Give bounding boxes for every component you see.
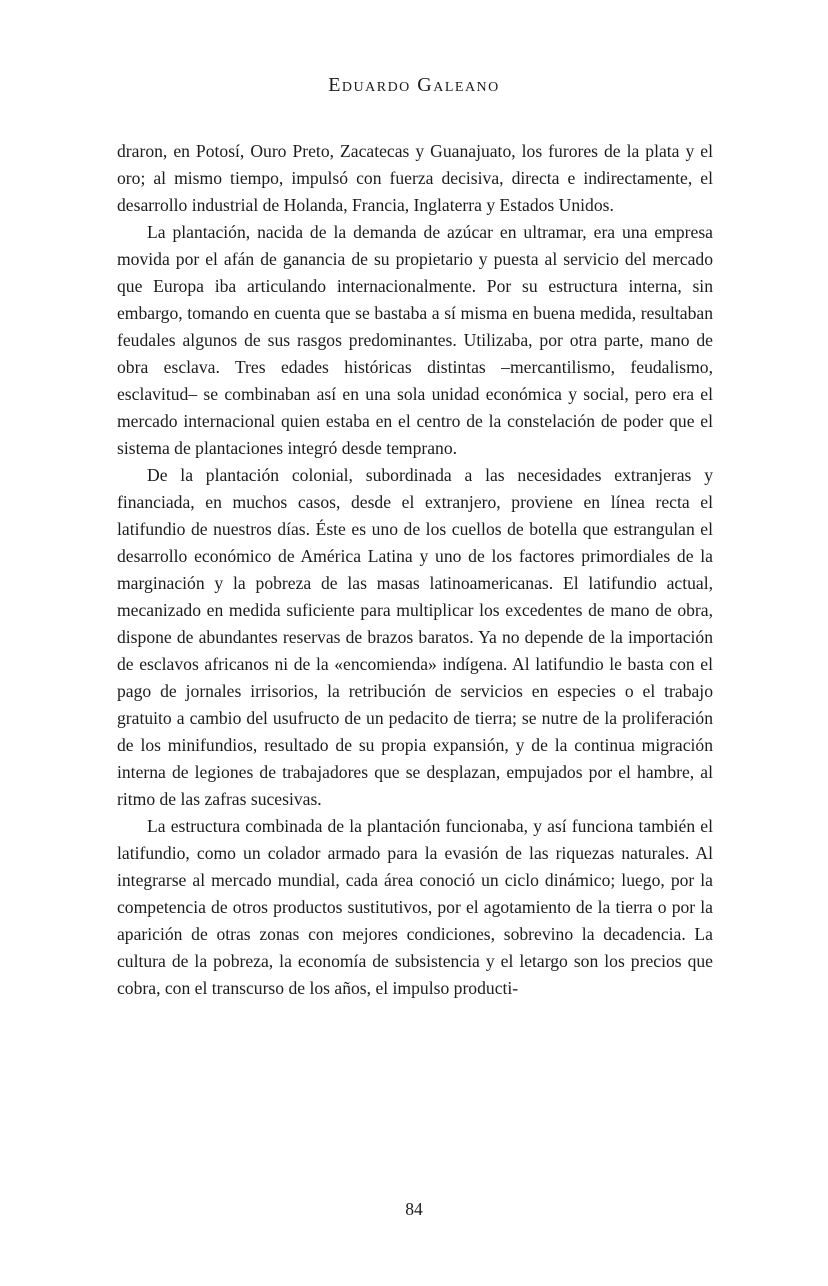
page-header: Eduardo Galeano <box>328 74 500 96</box>
page-number: 84 <box>405 1199 423 1219</box>
paragraph: draron, en Potosí, Ouro Preto, Zacatecas y Guanajuato, los furores de la plata y el oro; al mismo tiempo, impulsó con fuerza decisiva, directa e indirectamente, el desarrollo industrial de Holanda, Francia, Inglaterra y Estados Unidos. <box>117 141 713 215</box>
paragraph: La plantación, nacida de la demanda de azúcar en ultramar, era una empresa movida por el afán de ganancia de su propietario y puesta al servicio del mercado que Europa iba articulando internacionalmente. Por su estructura interna, sin embargo, tomando en cuenta que se bastaba a sí misma en buena medida, resultaban feudales algunos de sus rasgos predominantes. Utilizaba, por otra parte, mano de obra esclava. Tres edades históricas distintas –mercantilismo, feudalismo, esclavitud– se combinaban así en una sola unidad económica y social, pero era el mercado internacional quien estaba en el centro de la constelación de poder que el sistema de plantaciones integró desde temprano. <box>117 222 713 458</box>
paragraph: La estructura combinada de la plantación funcionaba, y así funciona también el latifundio, como un colador armado para la evasión de las riquezas naturales. Al integrarse al mercado mundial, cada área conoció un ciclo dinámico; luego, por la competencia de otros productos sustitutivos, por el agotamiento de la tierra o por la aparición de otras zonas con mejores condiciones, sobrevino la decadencia. La cultura de la pobreza, la economía de subsistencia y el letargo son los precios que cobra, con el transcurso de los años, el impulso producti- <box>117 816 713 998</box>
page-body <box>117 138 713 1002</box>
paragraph: De la plantación colonial, subordinada a las necesidades extranjeras y financiada, en muchos casos, desde el extranjero, proviene en línea recta el latifundio de nuestros días. Éste es uno de los cuellos de botella que estrangulan el desarrollo económico de América Latina y uno de los factores primordiales de la marginación y la pobreza de las masas latinoamericanas. El latifundio actual, mecanizado en medida suficiente para multiplicar los excedentes de mano de obra, dispone de abundantes reservas de brazos baratos. Ya no depende de la importación de esclavos africanos ni de la «encomienda» indígena. Al latifundio le basta con el pago de jornales irrisorios, la retribución de servicios en especies o el trabajo gratuito a cambio del usufructo de un pedacito de tierra; se nutre de la proliferación de los minifundios, resultado de su propia expansión, y de la continua migración interna de legiones de trabajadores que se desplazan, empujados por el hambre, al ritmo de las zafras sucesivas. <box>117 465 713 809</box>
